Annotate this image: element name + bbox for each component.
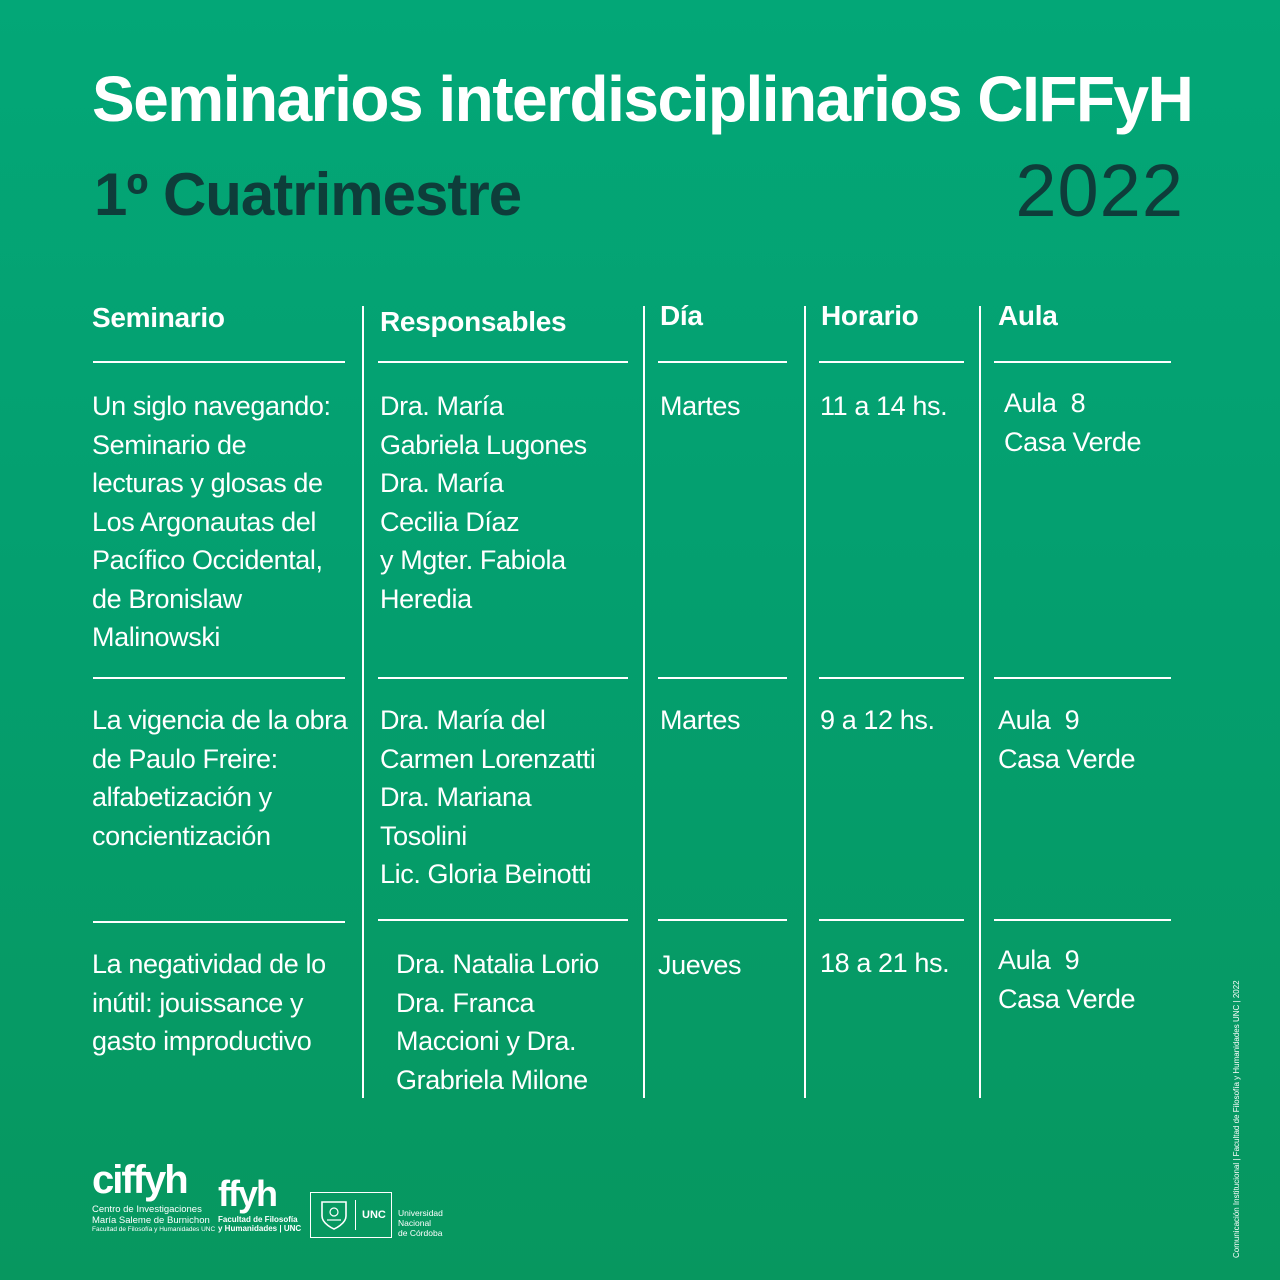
row-rule: [378, 677, 628, 679]
table-cell-dia: Martes: [660, 705, 741, 735]
header-rule: [658, 361, 787, 363]
unc-shield-icon: [317, 1198, 351, 1232]
table-cell-seminario: La vigencia de la obra de Paulo Freire: alfabetización y concientización: [92, 705, 348, 851]
column-divider: [362, 306, 364, 1098]
row-rule: [994, 919, 1171, 921]
table-cell-horario: 9 a 12 hs.: [820, 705, 935, 735]
column-header-responsables: Responsables: [380, 306, 567, 337]
column-divider: [979, 306, 981, 1098]
header-rule: [378, 361, 628, 363]
table-cell-aula: Aula 9 Casa Verde: [998, 705, 1136, 774]
table-cell-dia: Martes: [660, 391, 741, 421]
unc-label: UNC: [362, 1209, 386, 1221]
row-rule: [994, 677, 1171, 679]
column-divider: [643, 306, 645, 1098]
table-cell-seminario: La negatividad de lo inútil: jouissance y gasto improductivo: [92, 949, 326, 1056]
header-rule: [994, 361, 1171, 363]
ciffyh-logo: ciffyh Centro de Investigaciones María Saleme de Burnichon Facultad de Filosofía y Humanidades UNC: [92, 1158, 216, 1233]
row-rule: [93, 921, 345, 923]
table-cell-aula: Aula 8 Casa Verde: [1004, 388, 1142, 457]
table-cell-responsables: Dra. Natalia Lorio Dra. Franca Maccioni y Dra. Grabriela Milone: [396, 949, 599, 1095]
table-cell-horario: 11 a 14 hs.: [820, 391, 948, 421]
table-cell-aula: Aula 9 Casa Verde: [998, 945, 1136, 1014]
column-header-horario: Horario: [821, 300, 919, 331]
row-rule: [819, 677, 964, 679]
header-rule: [93, 361, 345, 363]
row-rule: [658, 677, 787, 679]
table-cell-dia: Jueves: [658, 950, 742, 980]
table-cell-responsables: Dra. María del Carmen Lorenzatti Dra. Mariana Tosolini Lic. Gloria Beinotti: [380, 705, 596, 889]
row-rule: [658, 919, 787, 921]
header-rule: [819, 361, 964, 363]
column-header-aula: Aula: [998, 300, 1058, 331]
credit-vertical: Comunicación Institucional | Facultad de Filosofía y Humanidades UNC | 2022: [1232, 980, 1241, 1258]
unc-divider: [355, 1200, 356, 1230]
table-cell-horario: 18 a 21 hs.: [820, 948, 950, 978]
year-label: 2022: [1015, 149, 1184, 232]
page-title: Seminarios interdisciplinarios CIFFyH: [92, 63, 1193, 135]
column-header-seminario: Seminario: [92, 302, 225, 333]
row-rule: [93, 677, 345, 679]
row-rule: [378, 919, 628, 921]
table-cell-responsables: Dra. María Gabriela Lugones Dra. María Cecilia Díaz y Mgter. Fabiola Heredia: [380, 391, 587, 614]
column-header-dia: Día: [660, 300, 703, 331]
column-divider: [804, 306, 806, 1098]
unc-name: Universidad Nacional de Córdoba: [398, 1208, 443, 1238]
row-rule: [819, 919, 964, 921]
table-cell-seminario: Un siglo navegando: Seminario de lecturas y glosas de Los Argonautas del Pacífico Occidental, de Bronislaw Malinowski: [92, 391, 331, 652]
ffyh-logo: ffyh Facultad de Filosofía y Humanidades | UNC: [218, 1173, 302, 1233]
page-subtitle: 1º Cuatrimestre: [94, 161, 522, 228]
unc-logo: [310, 1192, 392, 1238]
